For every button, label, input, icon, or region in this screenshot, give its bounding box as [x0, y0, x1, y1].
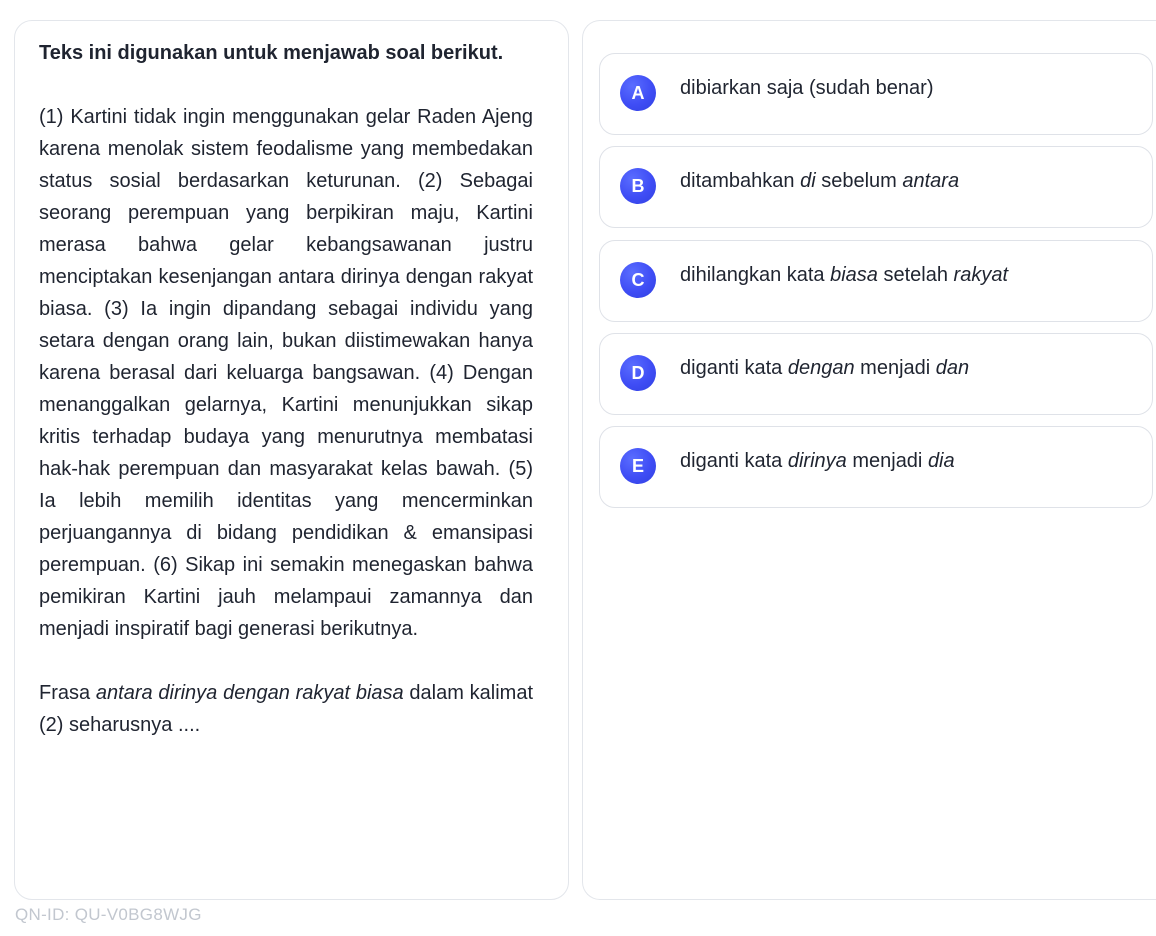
- option-c-badge: C: [620, 262, 656, 298]
- option-d[interactable]: [599, 333, 1153, 415]
- passage-content: [39, 37, 533, 741]
- option-b-badge: B: [620, 168, 656, 204]
- option-b[interactable]: [599, 146, 1153, 228]
- option-a[interactable]: [599, 53, 1153, 135]
- italic-term: dirinya: [787, 450, 847, 472]
- option-e[interactable]: [599, 426, 1153, 508]
- question-prompt: Frasa antara dirinya dengan rakyat biasa dalam kalimat (2) seharusnya ....: [39, 682, 534, 736]
- italic-term: dan: [935, 357, 970, 379]
- option-e-badge: E: [620, 448, 656, 484]
- italic-term: di: [800, 170, 816, 192]
- italic-term: dengan: [787, 357, 855, 379]
- passage-title: Teks ini digunakan untuk menjawab soal berikut.: [39, 42, 504, 64]
- option-a-text: dibiarkan saja (sudah benar): [680, 77, 934, 99]
- passage-body: (1) Kartini tidak ingin menggunakan gelar Raden Ajeng karena menolak sistem feodalisme yang membedakan status sosial berdasarkan keturunan. (2) Sebagai seorang perempuan yang berpikiran maju, Kartini merasa bahwa gelar kebangsawanan justru menciptakan kesenjangan antara dirinya dengan rakyat biasa. (3) Ia ingin dipandang sebagai individu yang setara dengan orang lain, bukan diistimewakan hanya karena berasal dari keluarga bangsawan. (4) Dengan menanggalkan gelarnya, Kartini menunjukkan sikap kritis terhadap budaya yang menurutnya membatasi hak-hak perempuan dan masyarakat kelas bawah. (5) Ia lebih memilih identitas yang mencerminkan perjuangannya di bidang pendidikan & emansipasi perempuan. (6) Sikap ini semakin menegaskan bahwa pemikiran Kartini jauh melampaui zamannya dan menjadi inspiratif bagi generasi berikutnya.: [39, 106, 533, 640]
- option-b-text: ditambahkan di sebelum antara: [680, 170, 960, 192]
- italic-term: antara dirinya dengan rakyat biasa: [95, 682, 404, 704]
- option-e-text: diganti kata dirinya menjadi dia: [680, 450, 955, 472]
- option-c[interactable]: [599, 240, 1153, 322]
- option-d-badge: D: [620, 355, 656, 391]
- italic-term: biasa: [830, 264, 878, 286]
- question-id-label: QN-ID: QU-V0BG8WJG: [15, 905, 202, 924]
- italic-term: antara: [902, 170, 960, 192]
- passage-card: [14, 20, 569, 900]
- italic-term: dia: [927, 450, 955, 472]
- option-a-badge: A: [620, 75, 656, 111]
- italic-term: rakyat: [953, 264, 1008, 286]
- option-d-text: diganti kata dengan menjadi dan: [680, 357, 970, 379]
- option-c-text: dihilangkan kata biasa setelah rakyat: [680, 264, 1008, 286]
